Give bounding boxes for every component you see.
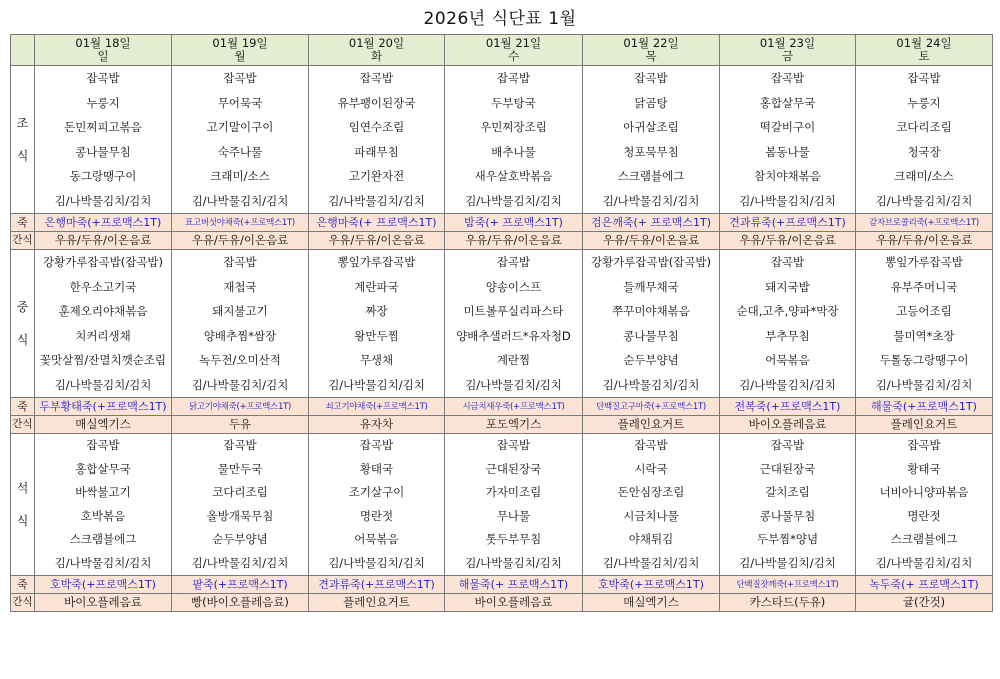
menu-item: 스크램블에그 bbox=[617, 169, 685, 183]
menu-item: 호박볶음 bbox=[80, 508, 126, 523]
juk-cell: 두부황태죽(+프로맥스1T) bbox=[35, 398, 172, 416]
menu-item: 순대,고추,양파*막장 bbox=[736, 304, 839, 318]
menu-item: 잡곡밥 bbox=[907, 438, 941, 452]
menu-item: 김/나박물김치/김치 bbox=[739, 193, 836, 208]
menu-item: 황태국 bbox=[359, 461, 394, 476]
menu-item: 양배추찜*쌈장 bbox=[203, 328, 277, 343]
menu-item: 순두부양념 bbox=[212, 532, 268, 546]
menu-item: 뽕잎가루잡곡밥 bbox=[885, 255, 963, 269]
header-day-4: 01월 21일 수 bbox=[445, 35, 583, 66]
menu-item: 뽕잎가루잡곡밥 bbox=[337, 255, 416, 269]
menu-item: 김/나박물김치/김치 bbox=[191, 555, 289, 570]
header-day-3: 01월 20일 화 bbox=[309, 35, 445, 66]
menu-item: 잡곡밥 bbox=[359, 71, 394, 85]
menu-item: 조기살구이 bbox=[348, 485, 405, 499]
menu-item: 돈민찌피고볶음 bbox=[64, 120, 142, 134]
menu-item: 잡곡밥 bbox=[223, 71, 257, 85]
menu-item: 명란젓 bbox=[359, 508, 394, 523]
juk-cell: 쇠고기야채죽(+프로맥스1T) bbox=[309, 398, 445, 416]
header-day-7: 01월 24일 토 bbox=[856, 35, 993, 66]
lunch-label: 중 식 bbox=[11, 250, 35, 398]
menu-item: 유부팽이된장국 bbox=[337, 95, 416, 110]
page-title: 2026년 식단표 1월 bbox=[423, 9, 577, 29]
menu-item: 야채튀김 bbox=[628, 532, 674, 546]
menu-item: 배추나물 bbox=[491, 144, 536, 159]
menu-item: 잡곡밥 bbox=[496, 438, 531, 452]
breakfast-cell bbox=[35, 66, 172, 214]
dinner-cell bbox=[172, 434, 309, 576]
snack-cell: 우유/두유/이온음료 bbox=[35, 232, 172, 250]
juk-cell: 해물죽(+ 프로맥스1T) bbox=[445, 576, 583, 594]
snack-cell: 우유/두유/이온음료 bbox=[172, 232, 309, 250]
snack-cell: 우유/두유/이온음료 bbox=[309, 232, 445, 250]
juk-cell: 닭고기야채죽(+프로맥스1T) bbox=[172, 398, 309, 416]
menu-item: 떡갈비구이 bbox=[759, 120, 816, 134]
dinner-juk-row bbox=[11, 576, 993, 594]
menu-item: 잡곡밥 bbox=[86, 71, 120, 85]
juk-cell: 시금치새우죽(+프로맥스1T) bbox=[445, 398, 583, 416]
dinner-cell bbox=[583, 434, 720, 576]
juk-cell: 전복죽(+프로맥스1T) bbox=[720, 398, 856, 416]
snack-cell: 플레인요거트 bbox=[856, 416, 993, 434]
dinner-snack-row bbox=[11, 594, 993, 612]
menu-item: 무나물 bbox=[496, 508, 531, 523]
menu-item: 시락국 bbox=[634, 461, 668, 476]
juk-label: 죽 bbox=[11, 214, 35, 232]
lunch-cell bbox=[35, 250, 172, 398]
menu-item: 잡곡밥 bbox=[770, 438, 805, 452]
menu-item: 김/나박물김치/김치 bbox=[328, 377, 425, 392]
menu-item: 김/나박물김치/김치 bbox=[875, 377, 973, 392]
menu-item: 어묵볶음 bbox=[354, 532, 399, 546]
menu-item: 잡곡밥 bbox=[496, 255, 531, 269]
dinner-cell bbox=[720, 434, 856, 576]
juk-cell: 단백질잣깨죽(+프로맥스1T) bbox=[720, 576, 856, 594]
menu-item: 봄동나물 bbox=[765, 144, 810, 159]
menu-item: 청포묵무침 bbox=[623, 144, 679, 159]
menu-item: 쭈꾸미야채볶음 bbox=[612, 304, 690, 318]
menu-item: 홍합살무국 bbox=[75, 461, 131, 476]
menu-item: 김/나박물김치/김치 bbox=[191, 193, 289, 208]
menu-item: 김/나박물김치/김치 bbox=[465, 377, 562, 392]
menu-item: 두톨동그랑땡구이 bbox=[879, 353, 969, 367]
snack-cell: 빵(바이오플레음료) bbox=[172, 594, 309, 612]
menu-item: 재첩국 bbox=[223, 279, 257, 294]
header-row bbox=[11, 35, 993, 66]
menu-item: 콩나물무침 bbox=[759, 508, 816, 523]
menu-item: 부추무침 bbox=[765, 328, 810, 343]
menu-item: 김/나박물김치/김치 bbox=[54, 555, 152, 570]
header-day-1: 01월 18일 일 bbox=[35, 35, 172, 66]
menu-item: 김/나박물김치/김치 bbox=[602, 555, 700, 570]
meal-table bbox=[10, 34, 993, 612]
juk-cell: 호박죽(+프로맥스1T) bbox=[35, 576, 172, 594]
lunch-cell bbox=[309, 250, 445, 398]
menu-item: 바싹불고기 bbox=[75, 485, 131, 499]
snack-cell: 우유/두유/이온음료 bbox=[720, 232, 856, 250]
menu-item: 왕만두찜 bbox=[354, 328, 399, 343]
snack-cell: 매실엑기스 bbox=[35, 416, 172, 434]
lunch-cell bbox=[856, 250, 993, 398]
juk-label: 죽 bbox=[11, 576, 35, 594]
menu-item: 너비아니양파볶음 bbox=[879, 485, 969, 499]
dinner-cell bbox=[856, 434, 993, 576]
menu-item: 잡곡밥 bbox=[770, 71, 805, 85]
juk-cell: 감자브로콜리죽(+프로맥스1T) bbox=[856, 214, 993, 232]
menu-item: 임연수조림 bbox=[348, 120, 405, 134]
menu-item: 참치야채볶음 bbox=[754, 169, 821, 183]
snack-cell: 우유/두유/이온음료 bbox=[856, 232, 993, 250]
breakfast-cell bbox=[583, 66, 720, 214]
menu-item: 명란젓 bbox=[907, 508, 941, 523]
menu-item: 한우소고기국 bbox=[69, 279, 137, 294]
breakfast-label: 조 식 bbox=[11, 66, 35, 214]
menu-item: 콩나물무침 bbox=[623, 328, 679, 343]
menu-item: 두부탕국 bbox=[491, 95, 536, 110]
menu-item: 누룽지 bbox=[86, 95, 120, 110]
menu-item: 녹두전/오미산적 bbox=[199, 353, 281, 367]
snack-cell: 우유/두유/이온음료 bbox=[445, 232, 583, 250]
snack-cell: 바이오플레음료 bbox=[445, 594, 583, 612]
menu-item: 순두부양념 bbox=[623, 353, 679, 367]
menu-item: 강황가루잡곡밥(잡곡밥) bbox=[590, 255, 712, 269]
dinner-cell bbox=[35, 434, 172, 576]
lunch-snack-row bbox=[11, 416, 993, 434]
menu-item: 근대된장국 bbox=[759, 461, 816, 476]
snack-label: 간식 bbox=[11, 594, 35, 612]
menu-item: 고기완자전 bbox=[348, 169, 405, 183]
header-day-2: 01월 19일 월 bbox=[172, 35, 309, 66]
lunch-juk-row bbox=[11, 398, 993, 416]
menu-item: 누룽지 bbox=[907, 95, 941, 110]
menu-item: 크래미/소스 bbox=[210, 169, 270, 183]
breakfast-cell bbox=[309, 66, 445, 214]
menu-item: 김/나박물김치/김치 bbox=[191, 377, 289, 392]
menu-item: 미트볼푸실리파스타 bbox=[463, 304, 564, 318]
menu-item: 파래무침 bbox=[354, 144, 399, 159]
breakfast-cell bbox=[720, 66, 856, 214]
breakfast-cell bbox=[445, 66, 583, 214]
menu-item: 잡곡밥 bbox=[634, 438, 668, 452]
dinner-cell bbox=[445, 434, 583, 576]
juk-label: 죽 bbox=[11, 398, 35, 416]
snack-label: 간식 bbox=[11, 416, 35, 434]
juk-cell: 녹두죽(+ 프로맥스1T) bbox=[856, 576, 993, 594]
menu-item: 고등어조림 bbox=[896, 304, 952, 318]
snack-cell: 포도엑기스 bbox=[445, 416, 583, 434]
snack-cell: 매실엑기스 bbox=[583, 594, 720, 612]
menu-item: 돈안심장조림 bbox=[617, 485, 685, 499]
menu-item: 김/나박물김치/김치 bbox=[875, 555, 973, 570]
menu-item: 훈제오리야채볶음 bbox=[58, 304, 148, 318]
dinner-label: 석 식 bbox=[11, 434, 35, 576]
menu-item: 김/나박물김치/김치 bbox=[54, 193, 152, 208]
juk-cell: 은행마죽(+프로맥스1T) bbox=[35, 214, 172, 232]
menu-item: 무생채 bbox=[359, 353, 394, 367]
menu-item: 돼지불고기 bbox=[212, 304, 268, 318]
menu-item: 올방개묵무침 bbox=[206, 508, 274, 523]
menu-item: 김/나박물김치/김치 bbox=[465, 193, 562, 208]
lunch-cell bbox=[720, 250, 856, 398]
snack-cell: 카스타드(두유) bbox=[720, 594, 856, 612]
menu-item: 계란찜 bbox=[496, 353, 531, 367]
menu-item: 강황가루잡곡밥(잡곡밥) bbox=[42, 255, 164, 269]
menu-item: 양배추샐러드*유자청D bbox=[456, 328, 571, 343]
lunch-cell bbox=[583, 250, 720, 398]
menu-item: 코다리조림 bbox=[896, 120, 952, 134]
lunch-row bbox=[11, 250, 993, 398]
menu-item: 잡곡밥 bbox=[223, 255, 257, 269]
menu-item: 코다리조림 bbox=[212, 485, 268, 499]
menu-item: 김/나박물김치/김치 bbox=[328, 555, 425, 570]
menu-item: 새우살호박볶음 bbox=[474, 169, 553, 183]
menu-item: 청국장 bbox=[907, 144, 941, 159]
juk-cell: 표고버섯야채죽(+프로맥스1T) bbox=[172, 214, 309, 232]
breakfast-row bbox=[11, 66, 993, 214]
menu-item: 계란파국 bbox=[354, 279, 399, 294]
menu-item: 양송이스프 bbox=[485, 279, 542, 294]
menu-item: 김/나박물김치/김치 bbox=[328, 193, 425, 208]
menu-item: 스크램블에그 bbox=[890, 532, 958, 546]
menu-item: 스크램블에그 bbox=[69, 532, 137, 546]
header-day-5: 01월 22일 목 bbox=[583, 35, 720, 66]
menu-item: 짜장 bbox=[365, 304, 388, 318]
juk-cell: 견과류죽(+프로맥스1T) bbox=[309, 576, 445, 594]
lunch-cell bbox=[445, 250, 583, 398]
menu-item: 잡곡밥 bbox=[907, 71, 941, 85]
menu-item: 닭곰탕 bbox=[634, 95, 668, 110]
snack-cell: 바이오플레음료 bbox=[720, 416, 856, 434]
menu-item: 홍합살무국 bbox=[759, 95, 816, 110]
breakfast-cell bbox=[856, 66, 993, 214]
menu-item: 고기말이구이 bbox=[206, 120, 274, 134]
menu-item: 꽃맛살찜/잔멸치깻순조림 bbox=[39, 353, 167, 367]
menu-item: 어묵볶음 bbox=[765, 353, 810, 367]
lunch-cell bbox=[172, 250, 309, 398]
menu-item: 숙주나물 bbox=[217, 144, 263, 159]
menu-item: 잡곡밥 bbox=[86, 438, 120, 452]
menu-item: 김/나박물김치/김치 bbox=[54, 377, 152, 392]
menu-item: 황태국 bbox=[907, 461, 941, 476]
juk-cell: 검은깨죽(+ 프로맥스1T) bbox=[583, 214, 720, 232]
juk-cell: 은행마죽(+ 프로맥스1T) bbox=[309, 214, 445, 232]
menu-item: 돼지국밥 bbox=[765, 279, 810, 294]
juk-cell: 해물죽(+프로맥스1T) bbox=[856, 398, 993, 416]
menu-item: 갈치조림 bbox=[765, 485, 810, 499]
menu-item: 아귀살조림 bbox=[623, 120, 679, 134]
breakfast-cell bbox=[172, 66, 309, 214]
menu-item: 잡곡밥 bbox=[770, 255, 805, 269]
breakfast-snack-row bbox=[11, 232, 993, 250]
snack-cell: 바이오플레음료 bbox=[35, 594, 172, 612]
menu-item: 김/나박물김치/김치 bbox=[602, 377, 700, 392]
snack-cell: 두유 bbox=[172, 416, 309, 434]
menu-item: 치커리생채 bbox=[75, 328, 131, 343]
snack-cell: 유자차 bbox=[309, 416, 445, 434]
dinner-row bbox=[11, 434, 993, 576]
menu-item: 김/나박물김치/김치 bbox=[465, 555, 562, 570]
header-corner bbox=[11, 35, 35, 66]
juk-cell: 팥죽(+프로맥스1T) bbox=[172, 576, 309, 594]
snack-cell: 플레인요거트 bbox=[583, 416, 720, 434]
menu-item: 근대된장국 bbox=[485, 461, 542, 476]
juk-cell: 밤죽(+ 프로맥스1T) bbox=[445, 214, 583, 232]
snack-cell: 플레인요거트 bbox=[309, 594, 445, 612]
menu-item: 잡곡밥 bbox=[223, 438, 257, 452]
menu-item: 물만두국 bbox=[217, 461, 263, 476]
menu-item: 콩나물무침 bbox=[75, 144, 131, 159]
menu-item: 들깨무채국 bbox=[623, 279, 679, 294]
menu-item: 시금치나물 bbox=[623, 508, 679, 523]
menu-item: 김/나박물김치/김치 bbox=[875, 193, 973, 208]
menu-item: 크래미/소스 bbox=[894, 169, 954, 183]
menu-item: 유부주머니국 bbox=[890, 279, 958, 294]
menu-item: 김/나박물김치/김치 bbox=[602, 193, 700, 208]
menu-item: 가자미조림 bbox=[485, 485, 542, 499]
menu-item: 잡곡밥 bbox=[359, 438, 394, 452]
menu-item: 김/나박물김치/김치 bbox=[739, 377, 836, 392]
dinner-cell bbox=[309, 434, 445, 576]
snack-cell: 귤(간것) bbox=[856, 594, 993, 612]
juk-cell: 호박죽(+프로맥스1T) bbox=[583, 576, 720, 594]
juk-cell: 견과류죽(+프로맥스1T) bbox=[720, 214, 856, 232]
menu-item: 톳두부무침 bbox=[485, 532, 542, 546]
header-day-6: 01월 23일 금 bbox=[720, 35, 856, 66]
menu-item: 잡곡밥 bbox=[634, 71, 668, 85]
juk-cell: 단백질고구마죽(+프로맥스1T) bbox=[583, 398, 720, 416]
snack-label: 간식 bbox=[11, 232, 35, 250]
menu-item: 두부찜*양념 bbox=[756, 532, 819, 546]
menu-item: 잡곡밥 bbox=[496, 71, 531, 85]
menu-item: 우민찌장조림 bbox=[480, 120, 547, 134]
breakfast-juk-row bbox=[11, 214, 993, 232]
menu-item: 동그랑땡구이 bbox=[69, 169, 137, 183]
menu-item: 김/나박물김치/김치 bbox=[739, 555, 836, 570]
menu-item: 물미역*초장 bbox=[893, 328, 955, 343]
menu-item: 무어묵국 bbox=[217, 95, 263, 110]
snack-cell: 우유/두유/이온음료 bbox=[583, 232, 720, 250]
